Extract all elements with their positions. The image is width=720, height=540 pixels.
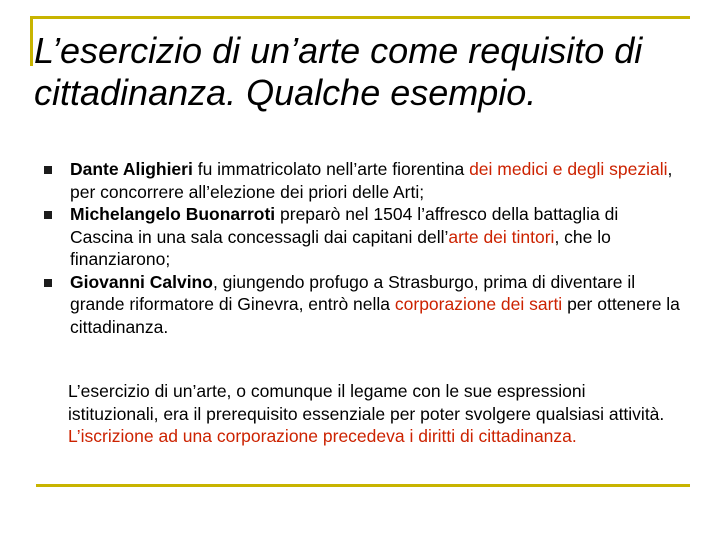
highlighted-text: L’iscrizione ad una corporazione precedeva i diritti di cittadinanza. xyxy=(68,426,577,446)
bullet-item-michelangelo xyxy=(44,203,684,271)
left-rule xyxy=(30,16,33,66)
highlighted-text: arte dei tintori xyxy=(448,226,555,247)
bullet-text: per ottenere la cittadinanza. xyxy=(70,294,680,337)
bullet-text: , giungendo profugo a Strasburgo, prima di diventare il grande riformatore di Ginevra, entrò nella xyxy=(70,271,636,314)
bullet-text: , per concorrere all’elezione dei priori delle Arti; xyxy=(70,159,673,202)
highlighted-text: dei medici e degli speziali xyxy=(469,159,668,179)
top-rule xyxy=(30,16,690,19)
bullet-item-dante xyxy=(44,158,684,203)
paragraph-text: L’esercizio di un’arte, o comunque il legame con le sue espressioni istituzionali, era il prerequisito essenziale per poter svolgere qualsiasi attività. xyxy=(68,381,665,424)
slide-title: L’esercizio di un’arte come requisito di cittadinanza. Qualche esempio. xyxy=(34,30,643,113)
square-bullet-icon xyxy=(44,279,52,287)
bullet-text: , che lo finanziarono; xyxy=(70,226,611,269)
person-name: Dante Alighieri xyxy=(70,159,193,179)
bullet-text: fu immatricolato nell’arte fiorentina xyxy=(192,159,470,179)
bullet-item-calvino xyxy=(44,271,684,339)
square-bullet-icon xyxy=(44,166,52,174)
bottom-rule xyxy=(36,484,690,487)
person-name: Michelangelo Buonarroti xyxy=(70,204,276,224)
bullet-text: preparò nel 1504 l’affresco della battaglia di Cascina in una sala concessagli dai capitani dell’ xyxy=(70,204,619,247)
bullet-list xyxy=(44,158,684,338)
highlighted-text: corporazione dei sarti xyxy=(394,294,563,314)
closing-paragraph xyxy=(68,380,668,448)
person-name: Giovanni Calvino xyxy=(70,271,213,292)
square-bullet-icon xyxy=(44,211,52,219)
